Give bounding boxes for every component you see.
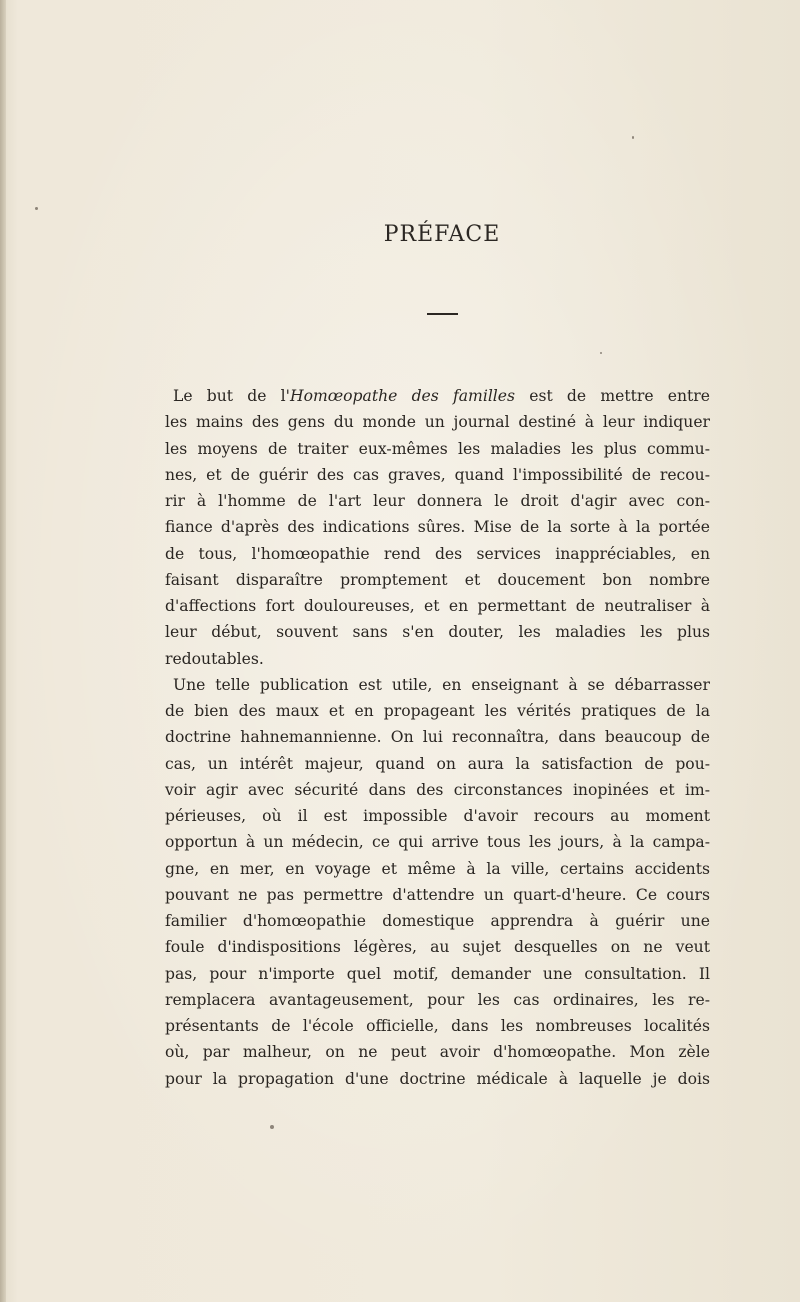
body-text [165, 383, 710, 1092]
text-line [165, 383, 710, 409]
text-line: de tous, l'homœopathie rend des services inappréciables, en [165, 544, 710, 563]
ink-speck [600, 352, 602, 354]
text-line: familier d'homœopathie domestique apprendra à guérir une [165, 912, 710, 930]
ink-speck [632, 136, 634, 139]
text-line: gne, en mer, en voyage et même à la ville, certains accidents [165, 859, 710, 878]
paragraph-1 [165, 383, 710, 672]
text-line: foule d'indispositions légères, au sujet desquelles on ne veut [165, 938, 710, 957]
text-line: voir agir avec sécurité dans des circonstances inopinées et im- [165, 780, 710, 799]
text-line: d'affections fort douloureuses, et en permettant de neutraliser à [165, 597, 710, 615]
text-line: les moyens de traiter eux-mêmes les maladies les plus commu- [165, 439, 710, 458]
page-title: PRÉFACE [383, 222, 501, 247]
text-line: les mains des gens du monde un journal destiné à leur indiquer [165, 413, 710, 432]
text-line: pas, pour n'importe quel motif, demander une consultation. Il [165, 964, 710, 983]
text-line: remplacera avantageusement, pour les cas ordinaires, les re- [165, 990, 710, 1009]
text-line: de bien des maux et en propageant les vérités pratiques de la [165, 702, 710, 720]
text-line: présentants de l'école officielle, dans les nombreuses localités [165, 1017, 710, 1035]
text-line: où, par malheur, on ne peut avoir d'homœopathe. Mon zèle [165, 1043, 710, 1062]
binding-edge [0, 0, 6, 1302]
text-run: Le but de l' [173, 387, 290, 405]
text-line: rir à l'homme de l'art leur donnera le droit d'agir avec con- [165, 492, 710, 510]
paragraph-2 [165, 672, 710, 1092]
title-rule [427, 313, 458, 315]
text-line: pouvant ne pas permettre d'attendre un quart-d'heure. Ce cours [165, 885, 710, 904]
text-line: périeuses, où il est impossible d'avoir recours au moment [165, 807, 710, 825]
text-line: faisant disparaître promptement et doucement bon nombre [165, 570, 710, 589]
journal-title-italic: Homœopathe des familles [289, 387, 516, 405]
text-run: est de mettre entre [515, 387, 710, 405]
text-line: opportun à un médecin, ce qui arrive tous les jours, à la campa- [165, 833, 710, 852]
ink-speck [35, 207, 38, 210]
text-line: redoutables. [165, 649, 264, 668]
ink-speck [270, 1125, 274, 1129]
text-line: doctrine hahnemannienne. On lui reconnaîtra, dans beaucoup de [165, 728, 710, 747]
text-line: fiance d'après des indications sûres. Mise de la sorte à la portée [165, 518, 710, 537]
text-line: pour la propagation d'une doctrine médicale à laquelle je dois [165, 1069, 710, 1088]
text-line: nes, et de guérir des cas graves, quand l'impossibilité de recou- [165, 465, 710, 484]
text-line: leur début, souvent sans s'en douter, les maladies les plus [165, 623, 710, 642]
text-line: Une telle publication est utile, en enseignant à se débarrasser [173, 675, 710, 694]
text-line: cas, un intérêt majeur, quand on aura la satisfaction de pou- [165, 754, 710, 773]
